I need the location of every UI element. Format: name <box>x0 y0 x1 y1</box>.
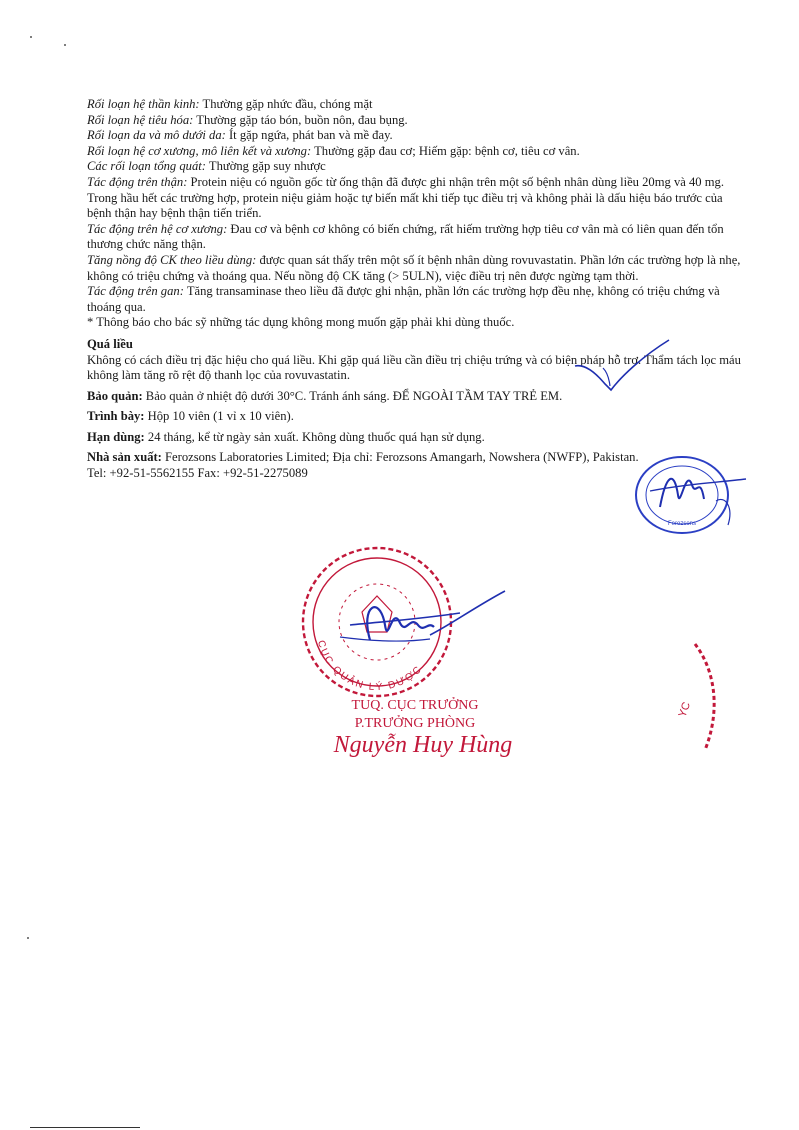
svg-text:Ferozsons: Ferozsons <box>667 521 697 527</box>
partial-stamp-icon <box>665 640 725 760</box>
effect-label: Rối loạn da và mô dưới da: <box>87 128 226 143</box>
overdose-text: Không có cách điều trị đặc hiệu cho quá liều. Khi gặp quá liều cần điều trị chiệu trứng và có biện pháp hỗ trợ. Thẩm tách lọc máu không làm tăng rõ rệt độ thanh lọc của rovuvastatin. <box>87 352 741 383</box>
effect-text: Ít gặp ngứa, phát ban và mề đay. <box>225 128 393 143</box>
effect-general <box>87 159 747 175</box>
effect-text: được quan sát thấy trên một số ít bệnh nhân dùng rovuvastatin. Phần lớn các trường hợp là nhẹ, không có triệu chứng và thoáng qua. Nếu nồng độ CK tăng (> 5ULN), việc điều trị nên được ngừng tạm thời. <box>87 252 741 283</box>
signatory-title-1: TUQ. CỤC TRƯỞNG <box>351 698 479 713</box>
effect-digestive <box>87 113 747 129</box>
effect-label: Rối loạn hệ thần kinh: <box>87 97 200 111</box>
storage-label: Bảo quản: <box>87 388 143 403</box>
overdose-heading: Quá liều <box>87 336 133 351</box>
packaging-label: Trình bày: <box>87 409 145 424</box>
scan-speck <box>30 36 32 38</box>
leaflet-text <box>87 97 747 482</box>
effect-ck <box>87 253 747 284</box>
manufacturer-contact: Tel: +92-51-5562155 Fax: +92-51-2275089 <box>87 466 308 481</box>
packaging-line <box>87 409 747 425</box>
effect-liver <box>87 284 747 315</box>
shelf-life-label: Hạn dùng: <box>87 429 145 444</box>
effect-skin <box>87 128 747 144</box>
effect-muscle <box>87 222 747 253</box>
effect-label: Tác động trên hệ cơ xương: <box>87 221 228 236</box>
effect-musculoskeletal <box>87 144 747 160</box>
effect-label: Tác động trên gan: <box>87 284 184 299</box>
doctor-notice: * Thông báo cho bác sỹ những tác dụng không mong muốn gặp phải khi dùng thuốc. <box>87 315 515 330</box>
shelf-life-line <box>87 430 747 446</box>
signatory-name: Nguyễn Huy Hùng <box>333 732 513 758</box>
shelf-life-text: 24 tháng, kể từ ngày sản xuất. Không dùng thuốc quá hạn sử dụng. <box>144 429 485 444</box>
effect-label: Rối loạn hệ tiêu hóa: <box>87 112 194 127</box>
effect-label: Rối loạn hệ cơ xương, mô liên kết và xương: <box>87 143 312 158</box>
effect-text: Thường gặp táo bón, buồn nôn, đau bụng. <box>193 112 408 127</box>
manufacturer-text: Ferozsons Laboratories Limited; Địa chỉ: Ferozsons Amangarh, Nowshera (NWFP), Pakistan. <box>161 450 639 465</box>
storage-text: Bảo quản ở nhiệt độ dưới 30°C. Tránh ánh sáng. ĐỂ NGOÀI TẦM TAY TRẺ EM. <box>142 388 563 403</box>
manufacturer-label: Nhà sản xuất: <box>87 450 162 465</box>
partial-stamp-text: YC <box>676 700 694 720</box>
effect-text: Thường gặp đau cơ; Hiếm gặp: bệnh cơ, tiêu cơ vân. <box>311 143 580 158</box>
effect-label: Tác động trên thận: <box>87 174 188 189</box>
effect-text: Protein niệu có nguồn gốc từ ống thận đã được ghi nhận trên một số bệnh nhân dùng liều 20mg và 40 mg. Trong hầu hết các trường hợp, protein niệu giảm hoặc tự biến mất khi tiếp tục điều trị và không phải là dấu hiệu báo trước của bệnh thận hay bệnh thận tiến triển. <box>87 174 724 221</box>
signatory-title-2: P.TRƯỞNG PHÒNG <box>354 716 476 731</box>
effect-renal <box>87 175 747 222</box>
effect-text: Thường gặp nhức đầu, chóng mặt <box>199 97 373 111</box>
manufacturer-seal-icon <box>630 455 750 545</box>
effect-neuro <box>87 97 747 113</box>
check-mark-icon <box>565 338 675 398</box>
effect-text: Đau cơ và bệnh cơ không có biến chứng, rất hiếm trường hợp tiêu cơ vân mà có liên quan đến tổn thương chức năng thận. <box>87 221 724 252</box>
effect-label: Các rối loạn tổng quát: <box>87 159 206 174</box>
effect-text: Tăng transaminase theo liều đã được ghi nhận, phần lớn các trường hợp đều nhẹ, không có triệu chứng và thoáng qua. <box>87 284 720 314</box>
effect-label: Tăng nồng độ CK theo liều dùng: <box>87 252 257 267</box>
scan-speck <box>27 937 29 939</box>
scan-speck <box>64 44 66 46</box>
signature-icon <box>330 585 510 665</box>
stamp-arc-text: CỤC QUẢN LÝ DƯỢC <box>314 639 426 694</box>
effect-text: Thường gặp suy nhược <box>205 159 326 174</box>
page-edge-line <box>30 1127 140 1128</box>
packaging-text: Hộp 10 viên (1 vỉ x 10 viên). <box>144 409 294 424</box>
